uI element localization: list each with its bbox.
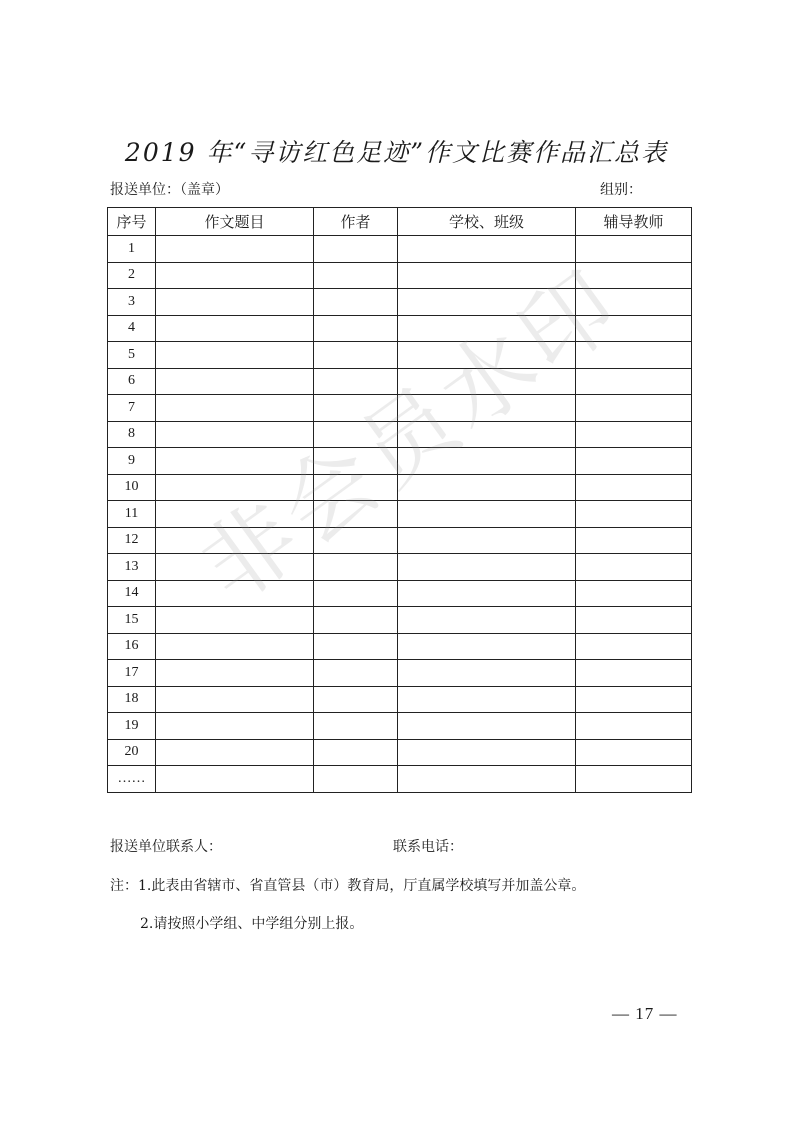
table-row <box>108 289 692 316</box>
table-row <box>108 713 692 740</box>
row-index: 10 <box>108 474 156 501</box>
column-header-essay-title: 作文题目 <box>156 208 314 236</box>
summary-table <box>107 207 692 793</box>
essay-title-cell[interactable] <box>156 766 314 793</box>
school-class-cell[interactable] <box>398 474 576 501</box>
author-cell[interactable] <box>314 421 398 448</box>
table-row <box>108 607 692 634</box>
row-index: 6 <box>108 368 156 395</box>
table-row <box>108 395 692 422</box>
author-cell[interactable] <box>314 607 398 634</box>
row-index: 15 <box>108 607 156 634</box>
essay-title-cell[interactable] <box>156 262 314 289</box>
school-class-cell[interactable] <box>398 607 576 634</box>
note-1: 注：1.此表由省辖市、省直管县（市）教育局，厅直属学校填写并加盖公章。 <box>110 878 586 894</box>
essay-title-cell[interactable] <box>156 607 314 634</box>
table-row <box>108 633 692 660</box>
teacher-cell[interactable] <box>576 342 692 369</box>
teacher-cell[interactable] <box>576 713 692 740</box>
column-header-index: 序号 <box>108 208 156 236</box>
table-header-row <box>108 208 692 236</box>
teacher-cell[interactable] <box>576 580 692 607</box>
essay-title-cell[interactable] <box>156 633 314 660</box>
essay-title-cell[interactable] <box>156 342 314 369</box>
group-label: 组别： <box>600 182 642 198</box>
teacher-cell[interactable] <box>576 448 692 475</box>
author-cell[interactable] <box>314 395 398 422</box>
table-row <box>108 739 692 766</box>
author-cell[interactable] <box>314 262 398 289</box>
teacher-cell[interactable] <box>576 501 692 528</box>
essay-title-cell[interactable] <box>156 236 314 263</box>
teacher-cell[interactable] <box>576 607 692 634</box>
contact-person-label: 报送单位联系人： <box>110 839 222 855</box>
school-class-cell[interactable] <box>398 686 576 713</box>
essay-title-cell[interactable] <box>156 421 314 448</box>
essay-title-cell[interactable] <box>156 713 314 740</box>
teacher-cell[interactable] <box>576 395 692 422</box>
submitting-unit-label: 报送单位：（盖章） <box>110 182 229 198</box>
essay-title-cell[interactable] <box>156 501 314 528</box>
watermark: 非会员水印 <box>181 248 642 623</box>
row-index: 1 <box>108 236 156 263</box>
essay-title-cell[interactable] <box>156 739 314 766</box>
column-header-teacher: 辅导教师 <box>576 208 692 236</box>
table-row <box>108 580 692 607</box>
author-cell[interactable] <box>314 686 398 713</box>
row-index: 19 <box>108 713 156 740</box>
table-row <box>108 262 692 289</box>
author-cell[interactable] <box>314 342 398 369</box>
school-class-cell[interactable] <box>398 554 576 581</box>
school-class-cell[interactable] <box>398 342 576 369</box>
author-cell[interactable] <box>314 236 398 263</box>
page-number: — 17 — <box>612 1004 678 1023</box>
row-index: 11 <box>108 501 156 528</box>
teacher-cell[interactable] <box>576 474 692 501</box>
author-cell[interactable] <box>314 766 398 793</box>
column-header-author: 作者 <box>314 208 398 236</box>
teacher-cell[interactable] <box>576 289 692 316</box>
row-index: …… <box>108 766 156 793</box>
teacher-cell[interactable] <box>576 262 692 289</box>
contact-phone-label: 联系电话： <box>393 839 463 855</box>
author-cell[interactable] <box>314 739 398 766</box>
table-row <box>108 554 692 581</box>
school-class-cell[interactable] <box>398 368 576 395</box>
school-class-cell[interactable] <box>398 315 576 342</box>
row-index: 4 <box>108 315 156 342</box>
school-class-cell[interactable] <box>398 289 576 316</box>
document-title: 2019 年“寻访红色足迹”作文比赛作品汇总表 <box>124 138 669 167</box>
author-cell[interactable] <box>314 474 398 501</box>
table-row <box>108 686 692 713</box>
table-row <box>108 501 692 528</box>
row-index: 18 <box>108 686 156 713</box>
row-index: 5 <box>108 342 156 369</box>
essay-title-cell[interactable] <box>156 289 314 316</box>
school-class-cell[interactable] <box>398 501 576 528</box>
essay-title-cell[interactable] <box>156 660 314 687</box>
essay-title-cell[interactable] <box>156 395 314 422</box>
table-row <box>108 421 692 448</box>
author-cell[interactable] <box>314 554 398 581</box>
table-row <box>108 527 692 554</box>
teacher-cell[interactable] <box>576 421 692 448</box>
school-class-cell[interactable] <box>398 262 576 289</box>
school-class-cell[interactable] <box>398 633 576 660</box>
author-cell[interactable] <box>314 660 398 687</box>
school-class-cell[interactable] <box>398 395 576 422</box>
essay-title-cell[interactable] <box>156 686 314 713</box>
row-index: 9 <box>108 448 156 475</box>
table-row <box>108 660 692 687</box>
table-row <box>108 315 692 342</box>
teacher-cell[interactable] <box>576 660 692 687</box>
teacher-cell[interactable] <box>576 527 692 554</box>
school-class-cell[interactable] <box>398 236 576 263</box>
row-index: 17 <box>108 660 156 687</box>
column-header-school-class: 学校、班级 <box>398 208 576 236</box>
teacher-cell[interactable] <box>576 236 692 263</box>
row-index: 12 <box>108 527 156 554</box>
author-cell[interactable] <box>314 580 398 607</box>
table-row <box>108 236 692 263</box>
essay-title-cell[interactable] <box>156 448 314 475</box>
table-row <box>108 766 692 793</box>
row-index: 2 <box>108 262 156 289</box>
table-row <box>108 474 692 501</box>
author-cell[interactable] <box>314 501 398 528</box>
school-class-cell[interactable] <box>398 660 576 687</box>
row-index: 14 <box>108 580 156 607</box>
teacher-cell[interactable] <box>576 554 692 581</box>
teacher-cell[interactable] <box>576 633 692 660</box>
author-cell[interactable] <box>314 448 398 475</box>
note-2: 2.请按照小学组、中学组分别上报。 <box>140 916 364 932</box>
teacher-cell[interactable] <box>576 315 692 342</box>
school-class-cell[interactable] <box>398 766 576 793</box>
author-cell[interactable] <box>314 527 398 554</box>
teacher-cell[interactable] <box>576 368 692 395</box>
row-index: 13 <box>108 554 156 581</box>
row-index: 8 <box>108 421 156 448</box>
essay-title-cell[interactable] <box>156 315 314 342</box>
essay-title-cell[interactable] <box>156 368 314 395</box>
table-row <box>108 342 692 369</box>
school-class-cell[interactable] <box>398 580 576 607</box>
author-cell[interactable] <box>314 289 398 316</box>
table-row <box>108 448 692 475</box>
essay-title-cell[interactable] <box>156 527 314 554</box>
table-row <box>108 368 692 395</box>
school-class-cell[interactable] <box>398 421 576 448</box>
teacher-cell[interactable] <box>576 739 692 766</box>
school-class-cell[interactable] <box>398 739 576 766</box>
row-index: 20 <box>108 739 156 766</box>
school-class-cell[interactable] <box>398 713 576 740</box>
school-class-cell[interactable] <box>398 527 576 554</box>
essay-title-cell[interactable] <box>156 580 314 607</box>
author-cell[interactable] <box>314 315 398 342</box>
essay-title-cell[interactable] <box>156 474 314 501</box>
teacher-cell[interactable] <box>576 766 692 793</box>
school-class-cell[interactable] <box>398 448 576 475</box>
row-index: 3 <box>108 289 156 316</box>
author-cell[interactable] <box>314 368 398 395</box>
row-index: 16 <box>108 633 156 660</box>
essay-title-cell[interactable] <box>156 554 314 581</box>
author-cell[interactable] <box>314 633 398 660</box>
row-index: 7 <box>108 395 156 422</box>
author-cell[interactable] <box>314 713 398 740</box>
teacher-cell[interactable] <box>576 686 692 713</box>
